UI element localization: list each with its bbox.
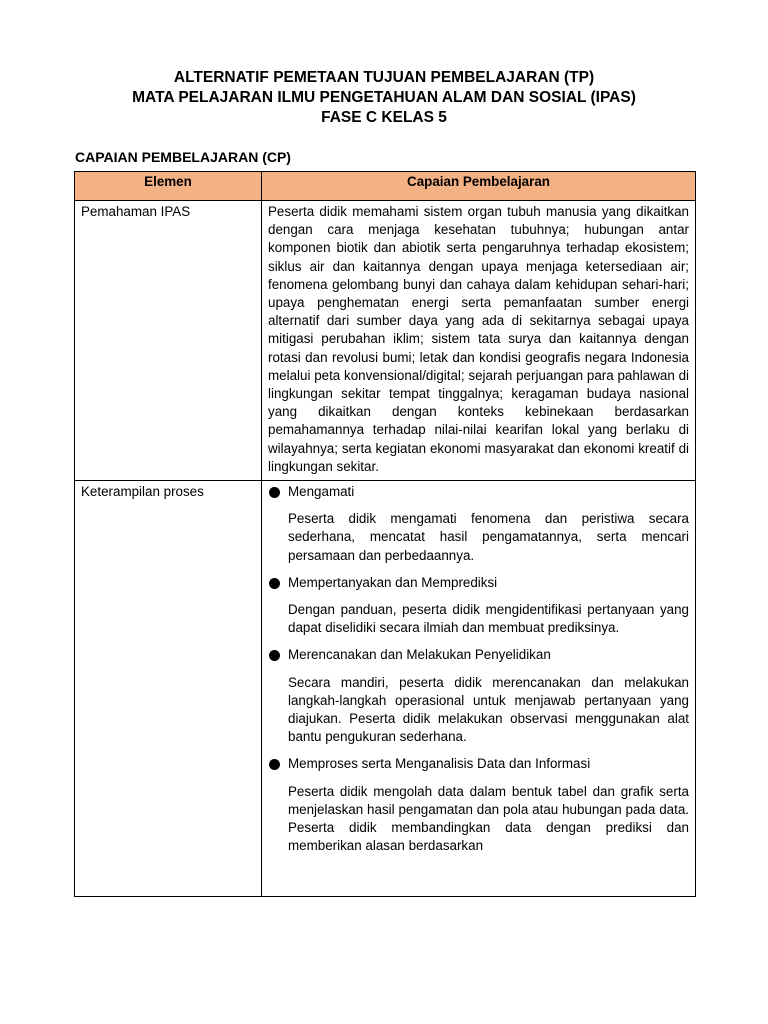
title-line-3: FASE C KELAS 5 xyxy=(321,109,447,126)
elemen-cell: Keterampilan proses xyxy=(75,481,262,897)
skill-title: Mengamati xyxy=(288,484,355,500)
section-heading: CAPAIAN PEMBELAJARAN (CP) xyxy=(75,149,291,165)
table-header-row xyxy=(75,172,696,201)
list-item xyxy=(268,755,689,773)
document-title xyxy=(0,68,768,128)
table-row xyxy=(75,201,696,481)
skill-title: Merencanakan dan Melakukan Penyelidikan xyxy=(288,647,551,663)
skill-description: Peserta didik mengamati fenomena dan peristiwa secara sederhana, mencatat hasil pengamatannya, serta mencari persamaan dan perbedaannya. xyxy=(288,511,689,563)
header-capaian: Capaian Pembelajaran xyxy=(262,172,696,201)
title-line-1: ALTERNATIF PEMETAAN TUJUAN PEMBELAJARAN (TP) xyxy=(173,69,595,86)
skill-title: Memproses serta Menganalisis Data dan Informasi xyxy=(288,756,591,772)
table-row xyxy=(75,481,696,897)
skills-list xyxy=(268,483,689,892)
capaian-cell xyxy=(262,481,696,897)
skill-description: Secara mandiri, peserta didik merencanakan dan melakukan langkah-langkah operasional untuk menjawab pertanyaan yang diajukan. Peserta didik melakukan observasi menggunakan alat bantu pengukuran sederhana. xyxy=(288,674,689,745)
list-item xyxy=(268,574,689,592)
skill-title: Mempertanyakan dan Memprediksi xyxy=(288,574,498,590)
capaian-table xyxy=(74,171,696,897)
bullet-icon xyxy=(269,487,280,498)
list-item xyxy=(268,483,689,501)
skill-description: Dengan panduan, peserta didik mengidentifikasi pertanyaan yang dapat diselidiki secara ilmiah dan membuat prediksinya. xyxy=(288,602,689,636)
bullet-icon xyxy=(269,578,280,589)
capaian-cell: Peserta didik memahami sistem organ tubuh manusia yang dikaitkan dengan cara menjaga kesehatan tubuhnya; hubungan antar komponen biotik dan abiotik serta pengaruhnya terhadap ekosistem; siklus air dan kaitannya dengan upaya menjaga ketersediaan air; fenomena gelombang bunyi dan cahaya dalam kehidupan sehari-hari; upaya penghematan energi serta pemanfaatan sumber energi alternatif dari sumber daya yang ada di sekitarnya sebagai upaya mitigasi perubahan iklim; sistem tata surya dan kaitannya dengan rotasi dan revolusi bumi; letak dan kondisi geografis negara Indonesia melalui peta konvensional/digital; sejarah perjuangan para pahlawan di lingkungan sekitar tempat tinggalnya; keragaman budaya nasional yang dikaitkan dengan konteks kebinekaan berdasarkan pemahamannya terhadap nilai-nilai kearifan lokal yang berlaku di wilayahnya; serta kegiatan ekonomi masyarakat dan ekonomi kreatif di lingkungan sekitar. xyxy=(262,201,696,481)
list-item xyxy=(268,646,689,664)
bullet-icon xyxy=(269,759,280,770)
header-elemen: Elemen xyxy=(75,172,262,201)
bullet-icon xyxy=(269,650,280,661)
title-line-2: MATA PELAJARAN ILMU PENGETAHUAN ALAM DAN SOSIAL (IPAS) xyxy=(132,89,636,106)
elemen-cell: Pemahaman IPAS xyxy=(75,201,262,481)
skill-description: Peserta didik mengolah data dalam bentuk tabel dan grafik serta menjelaskan hasil pengamatan dan pola atau hubungan pada data. Peserta didik membandingkan data dengan prediksi dan memberikan alasan berdasarkan xyxy=(288,783,689,854)
